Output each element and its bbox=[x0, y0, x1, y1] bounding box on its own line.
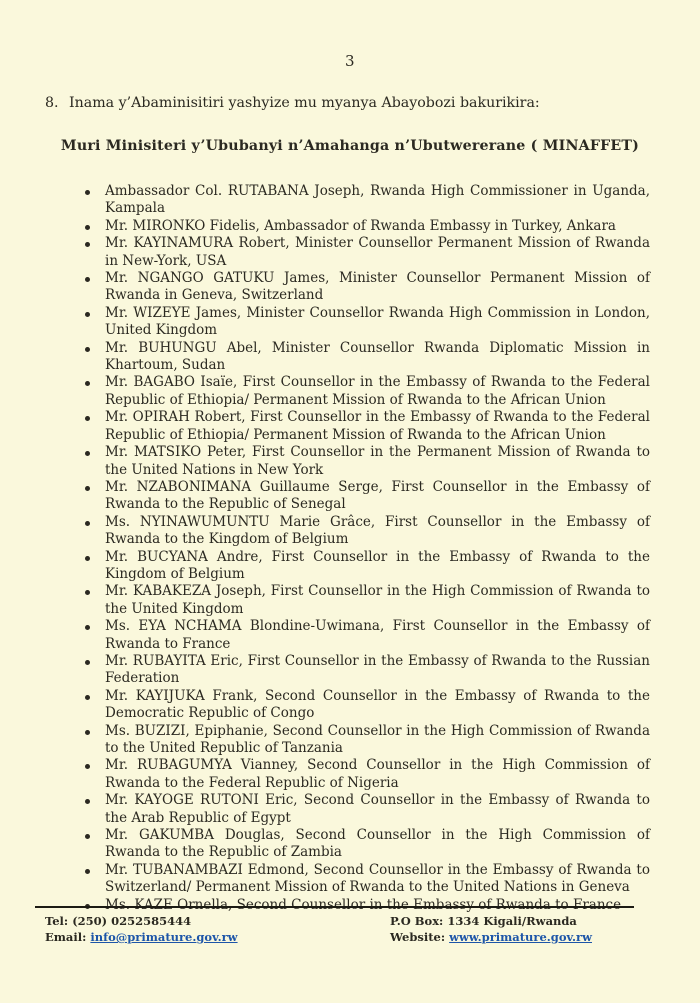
bullet-icon bbox=[85, 347, 90, 352]
list-item bbox=[85, 549, 650, 584]
appointment-text: Mr. BUHUNGU Abel, Minister Counsellor Rwanda Diplomatic Mission in Khartoum, Sudan bbox=[105, 339, 650, 374]
footer-tel bbox=[45, 913, 238, 929]
appointment-text: Mr. OPIRAH Robert, First Counsellor in the Embassy of Rwanda to the Federal Republic of Ethiopia/ Permanent Mission of Rwanda to the African Union bbox=[105, 409, 650, 443]
list-item bbox=[85, 479, 650, 514]
footer-website bbox=[390, 929, 592, 945]
bullet-icon bbox=[85, 312, 90, 317]
page-number: 3 bbox=[344, 52, 356, 70]
bullet-icon bbox=[85, 764, 90, 769]
appointment-text: Ambassador Col. RUTABANA Joseph, Rwanda High Commissioner in Uganda, Kampala bbox=[105, 183, 650, 217]
page-footer bbox=[35, 906, 634, 945]
appointment-text: Ms. EYA NCHAMA Blondine-Uwimana, First Counsellor in the Embassy of Rwanda to France bbox=[105, 618, 650, 652]
pobox-label: P.O Box: bbox=[390, 914, 444, 928]
appointment-text: Mr. RUBAYITA Eric, First Counsellor in the Embassy of Rwanda to the Russian Federation bbox=[105, 652, 650, 687]
list-item bbox=[85, 862, 650, 897]
appointment-text: Mr. GAKUMBA Douglas, Second Counsellor in the High Commission of Rwanda to the Republic of Zambia bbox=[105, 827, 650, 861]
list-item bbox=[85, 792, 650, 827]
list-item bbox=[85, 618, 650, 653]
intro-paragraph bbox=[45, 95, 650, 111]
bullet-icon bbox=[85, 695, 90, 700]
appointment-text: Mr. NZABONIMANA Guillaume Serge, First Counsellor in the Embassy of Rwanda to the Republic of Senegal bbox=[105, 478, 650, 513]
list-item bbox=[85, 757, 650, 792]
bullet-icon bbox=[85, 869, 90, 874]
list-item bbox=[85, 688, 650, 723]
website-link[interactable]: www.primature.gov.rw bbox=[449, 930, 592, 944]
appointment-text: Mr. KAYOGE RUTONI Eric, Second Counsellor in the Embassy of Rwanda to the Arab Republic of Egypt bbox=[105, 792, 650, 826]
intro-text: Inama y’Abaminisitiri yashyize mu myanya Abayobozi bakurikira: bbox=[69, 95, 540, 111]
list-item bbox=[85, 514, 650, 549]
bullet-icon bbox=[85, 660, 90, 665]
bullet-icon bbox=[85, 590, 90, 595]
bullet-icon bbox=[85, 486, 90, 491]
tel-label: Tel: bbox=[45, 914, 69, 928]
appointment-text: Mr. MATSIKO Peter, First Counsellor in the Permanent Mission of Rwanda to the United Nations in New York bbox=[105, 444, 650, 478]
bullet-icon bbox=[85, 730, 90, 735]
list-item bbox=[85, 374, 650, 409]
list-item bbox=[85, 270, 650, 305]
appointment-text: Ms. KAZE Ornella, Second Counsellor in the Embassy of Rwanda to France bbox=[105, 896, 622, 913]
bullet-icon bbox=[85, 625, 90, 630]
list-item bbox=[85, 444, 650, 479]
appointment-text: Mr. RUBAGUMYA Vianney, Second Counsellor in the High Commission of Rwanda to the Federal Republic of Nigeria bbox=[105, 757, 650, 791]
bullet-icon bbox=[85, 242, 90, 247]
list-item bbox=[85, 653, 650, 688]
appointment-text: Mr. MIRONKO Fidelis, Ambassador of Rwanda Embassy in Turkey, Ankara bbox=[105, 217, 616, 234]
appointment-text: Mr. BUCYANA Andre, First Counsellor in the Embassy of Rwanda to the Kingdom of Belgium bbox=[105, 548, 650, 582]
section-heading: Muri Minisiteri y’Ububanyi n’Amahanga n’Ubutwererane ( MINAFFET) bbox=[60, 138, 640, 154]
bullet-icon bbox=[85, 190, 90, 195]
list-item bbox=[85, 723, 650, 758]
website-label: Website: bbox=[390, 930, 446, 944]
appointment-text: Mr. TUBANAMBAZI Edmond, Second Counsellor in the Embassy of Rwanda to Switzerland/ Permanent Mission of Rwanda to the United Nations in Geneva bbox=[105, 861, 650, 896]
bullet-icon bbox=[85, 381, 90, 386]
list-item bbox=[85, 583, 650, 618]
email-label: Email: bbox=[45, 930, 87, 944]
appointment-text: Ms. BUZIZI, Epiphanie, Second Counsellor in the High Commission of Rwanda to the United Republic of Tanzania bbox=[105, 722, 650, 756]
appointments-list bbox=[85, 183, 650, 914]
bullet-icon bbox=[85, 416, 90, 421]
footer-left-column bbox=[45, 913, 238, 945]
bullet-icon bbox=[85, 556, 90, 561]
bullet-icon bbox=[85, 277, 90, 282]
item-number: 8. bbox=[45, 95, 59, 111]
list-item bbox=[85, 235, 650, 270]
bullet-icon bbox=[85, 799, 90, 804]
appointment-text: Mr. NGANGO GATUKU James, Minister Counsellor Permanent Mission of Rwanda in Geneva, Switzerland bbox=[105, 270, 650, 304]
bullet-icon bbox=[85, 451, 90, 456]
footer-pobox bbox=[390, 913, 592, 929]
tel-value: (250) 0252585444 bbox=[72, 914, 192, 928]
list-item bbox=[85, 340, 650, 375]
footer-right-column bbox=[390, 913, 592, 945]
bullet-icon bbox=[85, 225, 90, 230]
appointment-text: Ms. NYINAWUMUNTU Marie Grâce, First Counsellor in the Embassy of Rwanda to the Kingdom of Belgium bbox=[105, 513, 650, 548]
footer-email bbox=[45, 929, 238, 945]
appointment-text: Mr. WIZEYE James, Minister Counsellor Rwanda High Commission in London, United Kingdom bbox=[105, 304, 650, 339]
appointment-text: Mr. KAYINAMURA Robert, Minister Counsellor Permanent Mission of Rwanda in New-York, USA bbox=[105, 235, 650, 269]
appointment-text: Mr. KABAKEZA Joseph, First Counsellor in the High Commission of Rwanda to the United Kingdom bbox=[105, 583, 650, 617]
list-item bbox=[85, 305, 650, 340]
bullet-icon bbox=[85, 521, 90, 526]
list-item bbox=[85, 827, 650, 862]
pobox-value: 1334 Kigali/Rwanda bbox=[447, 914, 577, 928]
list-item bbox=[85, 409, 650, 444]
bullet-icon bbox=[85, 834, 90, 839]
list-item bbox=[85, 218, 650, 235]
appointment-text: Mr. KAYIJUKA Frank, Second Counsellor in the Embassy of Rwanda to the Democratic Republic of Congo bbox=[105, 687, 650, 722]
appointment-text: Mr. BAGABO Isaïe, First Counsellor in the Embassy of Rwanda to the Federal Republic of Ethiopia/ Permanent Mission of Rwanda to the African Union bbox=[105, 374, 650, 408]
email-link[interactable]: info@primature.gov.rw bbox=[90, 930, 238, 944]
list-item bbox=[85, 183, 650, 218]
